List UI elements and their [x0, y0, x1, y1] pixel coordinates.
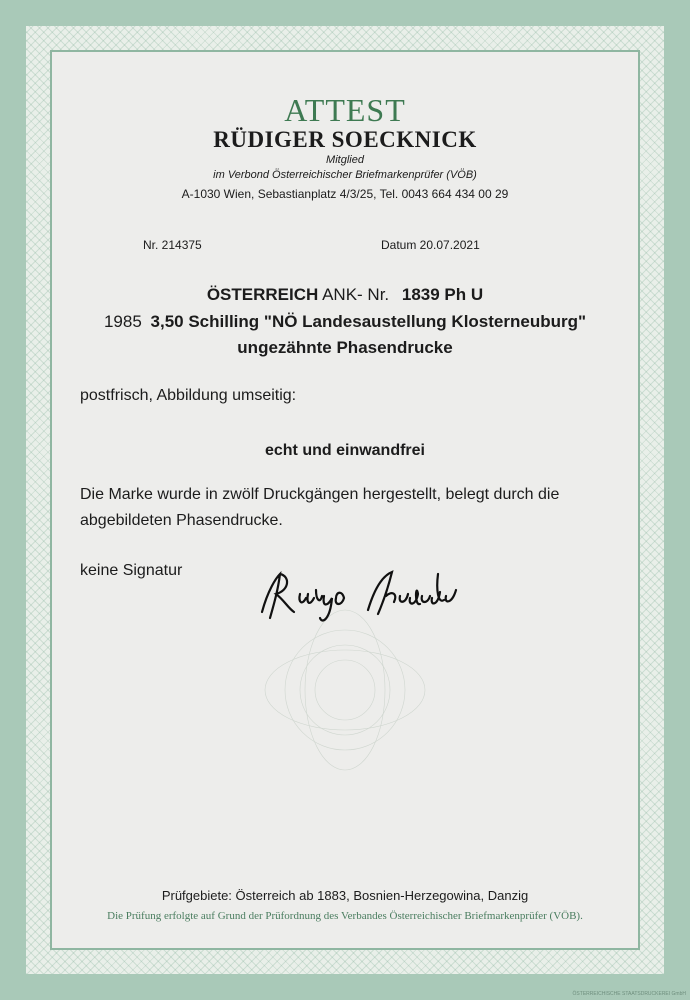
certificate-number: Nr. 214375 — [143, 238, 202, 252]
note-line-2: abgebildeten Phasendrucke. — [80, 512, 283, 529]
item-description-line — [0, 312, 690, 332]
certificate-date: Datum 20.07.2021 — [381, 238, 480, 252]
certificate-title: ATTEST — [284, 92, 406, 128]
item-country: ÖSTERREICH — [206, 285, 319, 304]
ank-label: ANK- Nr. — [322, 285, 390, 304]
signature-note: keine Signatur — [80, 562, 183, 579]
handwritten-signature-icon — [250, 560, 480, 630]
item-catalog-line — [0, 285, 690, 305]
member-label: Mitglied — [326, 154, 364, 166]
ank-number: 1839 Ph U — [401, 285, 484, 304]
item-description: 3,50 Schilling "NÖ Landesaustellung Klosterneuburg" — [150, 312, 587, 331]
association-label: im Verbond Österreichischer Briefmarkenprüfer (VÖB) — [213, 169, 477, 181]
examination-statement: Die Prüfung erfolgte auf Grund der Prüfordnung des Verbandes Österreichischer Briefmarkenprüfer (VÖB). — [107, 910, 583, 922]
examination-areas: Prüfgebiete: Österreich ab 1883, Bosnien-Herzegowina, Danzig — [161, 888, 529, 903]
condition-text: postfrisch, Abbildung umseitig: — [80, 387, 297, 404]
item-variety: ungezähnte Phasendrucke — [237, 338, 453, 357]
printer-mark: ÖSTERREICHISCHE STAATSDRUCKEREI GmbH — [572, 991, 686, 997]
examiner-name: RÜDIGER SOECKNICK — [213, 127, 477, 152]
verdict-text: echt und einwandfrei — [264, 442, 425, 459]
note-line-1: Die Marke wurde in zwölf Druckgängen hergestellt, belegt durch die — [80, 486, 560, 503]
examiner-address: A-1030 Wien, Sebastianplatz 4/3/25, Tel. 0043 664 434 00 29 — [181, 187, 509, 201]
item-year: 1985 — [103, 312, 142, 331]
